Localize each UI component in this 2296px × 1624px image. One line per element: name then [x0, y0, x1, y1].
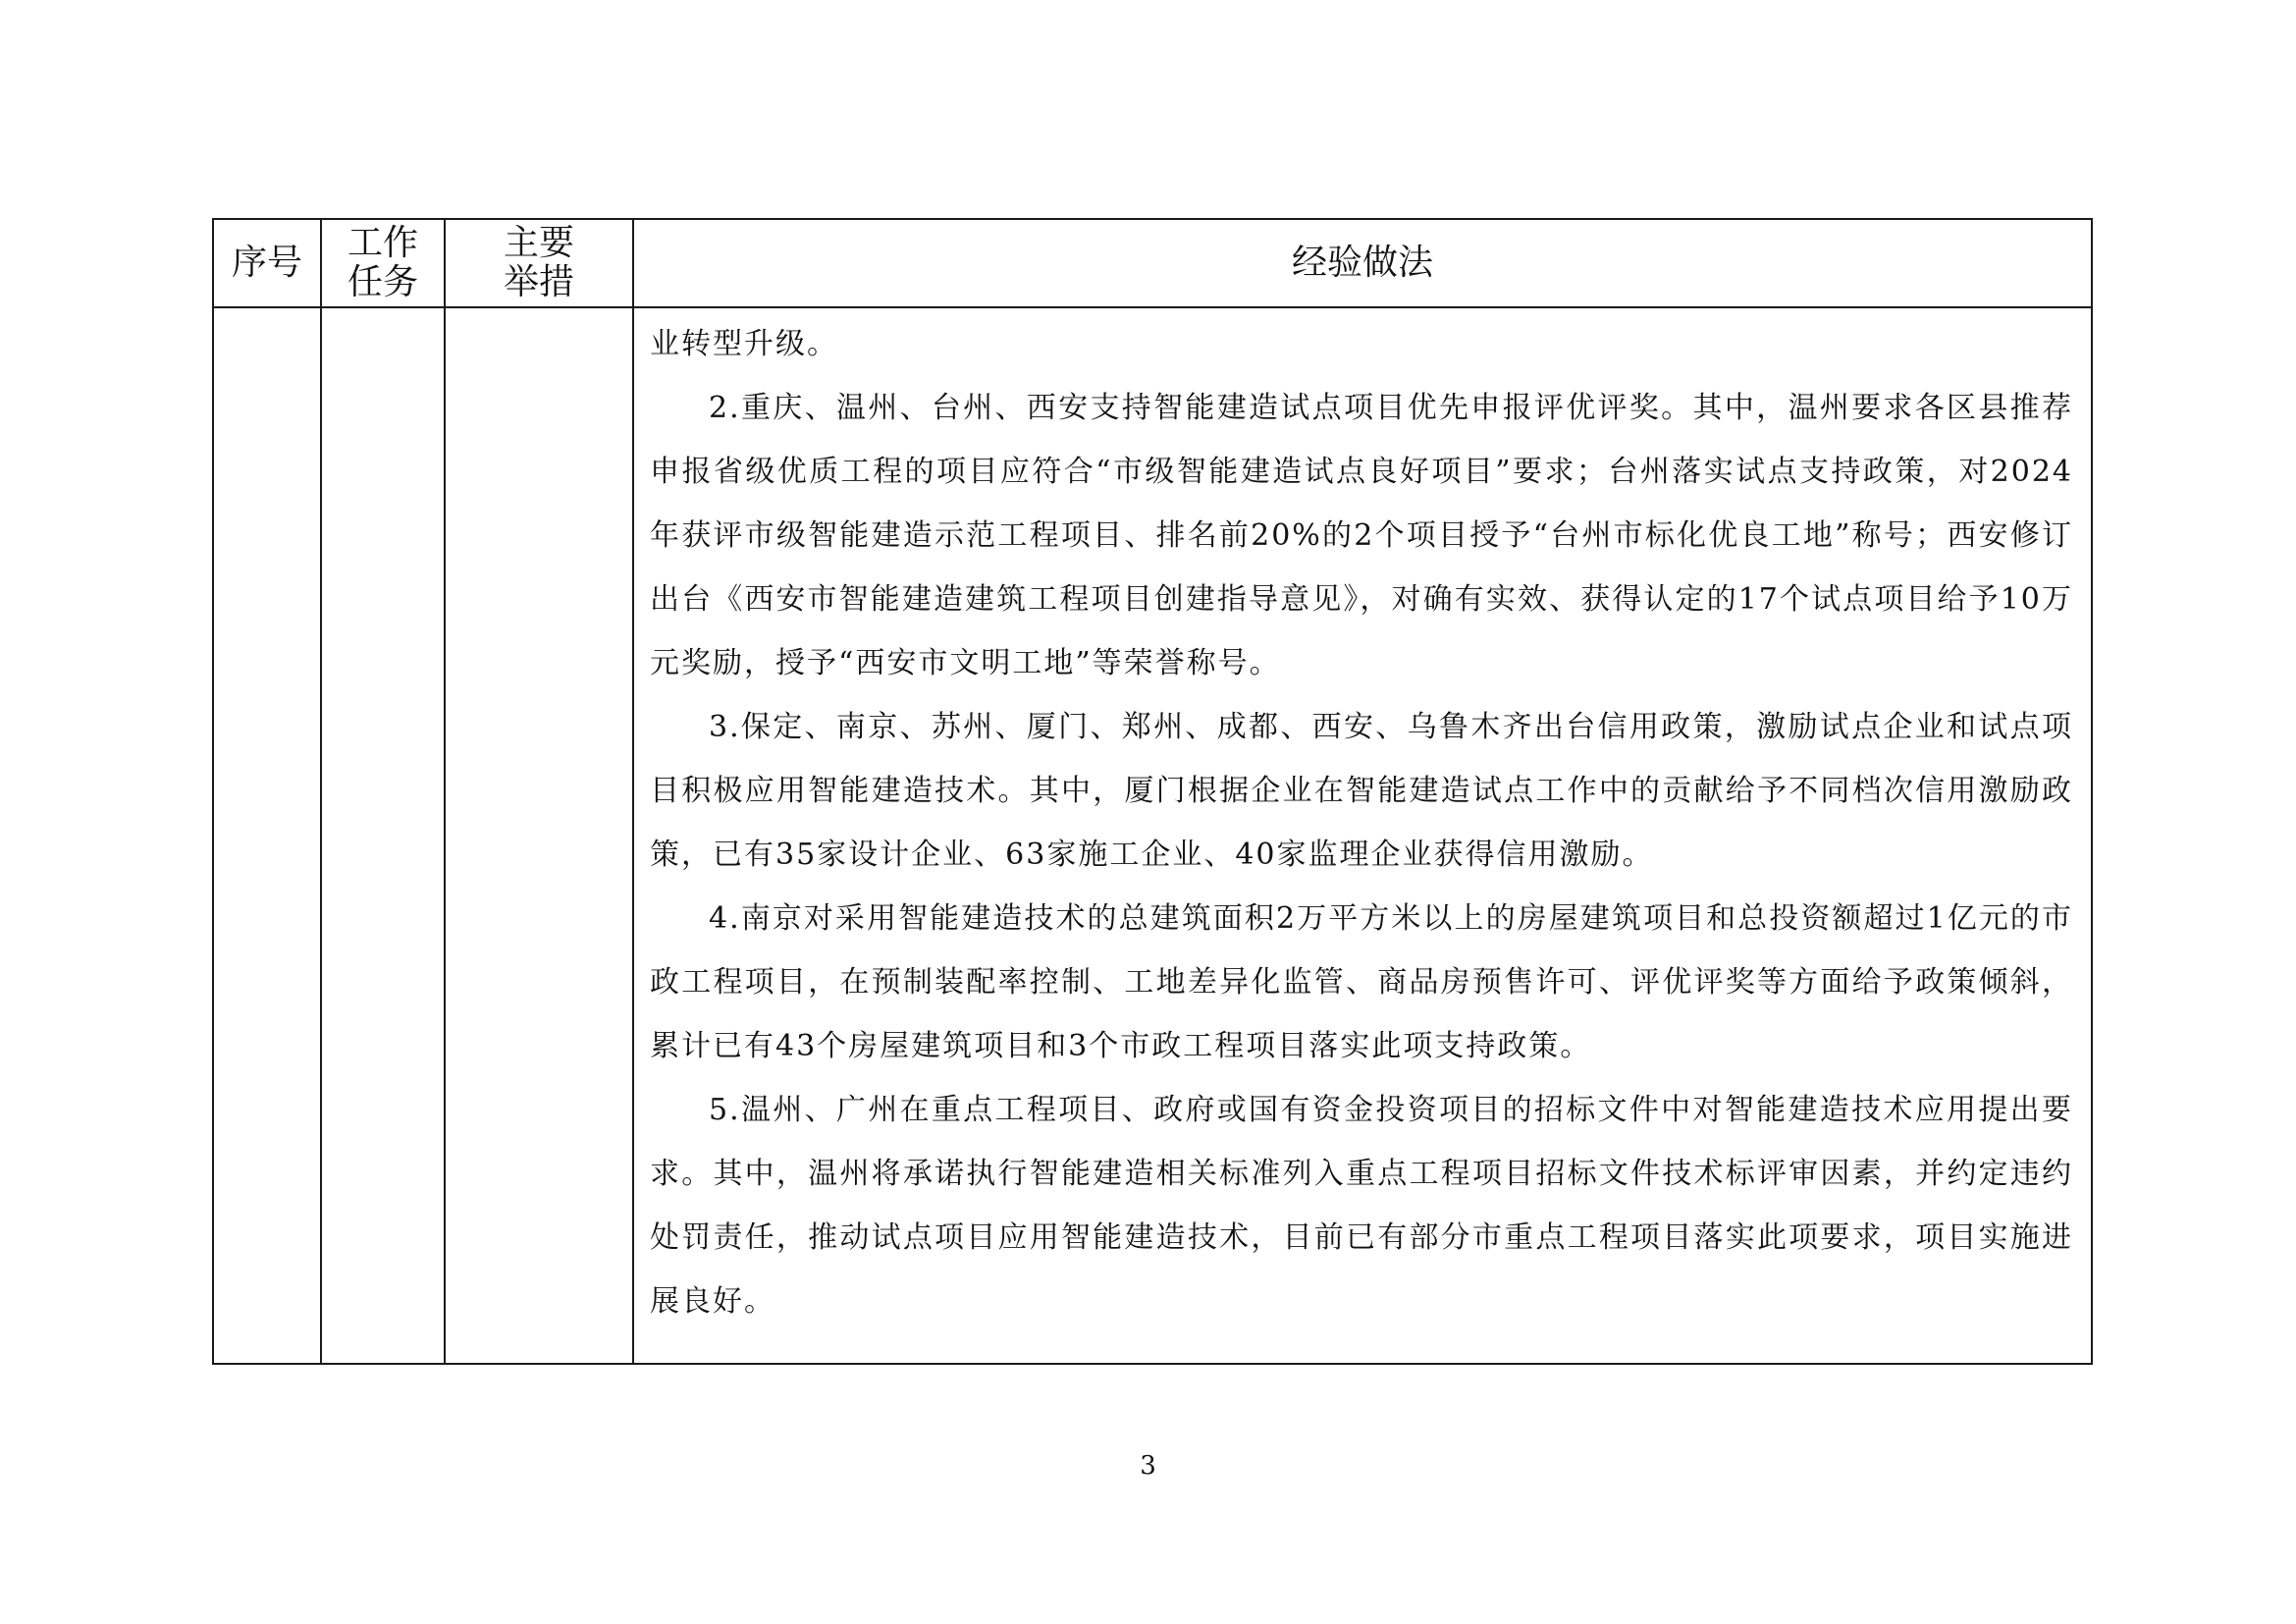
paragraph-item-3: 3.保定、南京、苏州、厦门、郑州、成都、西安、乌鲁木齐出台信用政策，激励试点企业和试点项目积极应用智能建造技术。其中，厦门根据企业在智能建造试点工作中的贡献给予不同档次信用激励政策，已有35家设计企业、63家施工企业、40家监理企业获得信用激励。: [650, 710, 2073, 872]
cell-measure: [445, 307, 633, 1364]
paragraph-item-2: 2.重庆、温州、台州、西安支持智能建造试点项目优先申报评优评奖。其中，温州要求各区县推荐申报省级优质工程的项目应符合“市级智能建造试点良好项目”要求；台州落实试点支持政策，对2024年获评市级智能建造示范工程项目、排名前20%的2个项目授予“台州市标化优良工地”称号；西安修订出台《西安市智能建造建筑工程项目创建指导意见》，对确有实效、获得认定的17个试点项目给予10万元奖励，授予“西安市文明工地”等荣誉称号。: [650, 391, 2073, 680]
table-header-row: [213, 219, 2092, 307]
header-task: 工作 任务: [321, 219, 445, 307]
cell-task: [321, 307, 445, 1364]
paragraph-continuation: 业转型升级。: [650, 327, 838, 361]
experience-table: [212, 218, 2093, 1365]
paragraph-item-5: 5.温州、广州在重点工程项目、政府或国有资金投资项目的招标文件中对智能建造技术应用提出要求。其中，温州将承诺执行智能建造相关标准列入重点工程项目招标文件技术标评审因素，并约定违约处罚责任，推动试点项目应用智能建造技术，目前已有部分市重点工程项目落实此项要求，项目实施进展良好。: [650, 1093, 2073, 1319]
table-row: [213, 307, 2092, 1364]
header-measure: 主要 举措: [445, 219, 633, 307]
cell-practice: [633, 307, 2092, 1364]
paragraph-item-4: 4.南京对采用智能建造技术的总建筑面积2万平方米以上的房屋建筑项目和总投资额超过1亿元的市政工程项目，在预制装配率控制、工地差异化监管、商品房预售许可、评优评奖等方面给予政策倾斜，累计已有43个房屋建筑项目和3个市政工程项目落实此项支持政策。: [650, 901, 2073, 1063]
header-seq: 序号: [213, 219, 321, 307]
page-number: 3: [1140, 1451, 1156, 1481]
header-practice: 经验做法: [633, 219, 2092, 307]
cell-seq: [213, 307, 321, 1364]
